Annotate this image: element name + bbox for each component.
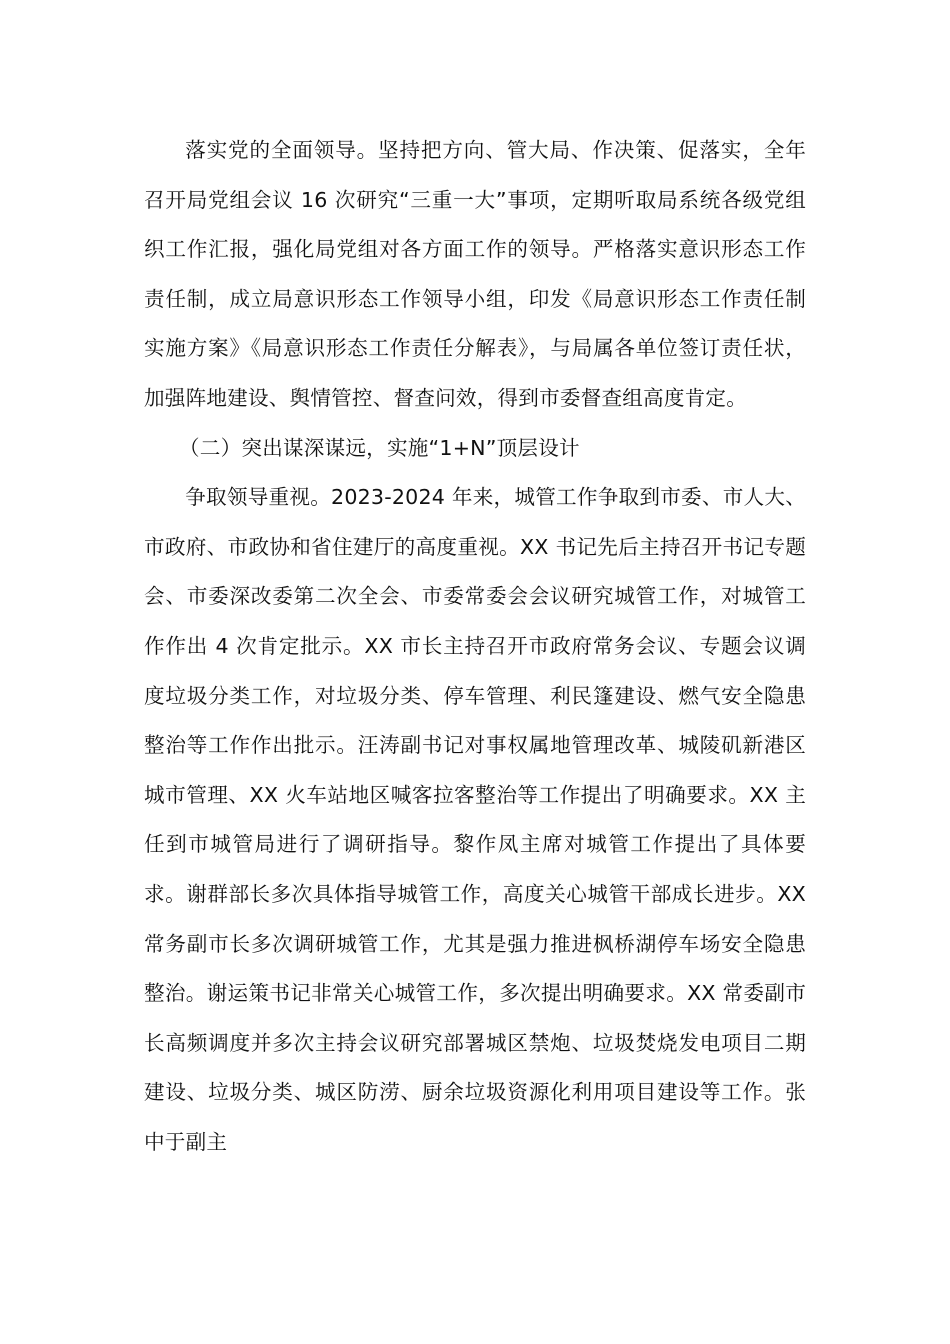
paragraph-party-leadership: 落实党的全面领导。坚持把方向、管大局、作决策、促落实，全年召开局党组会议 16 次研究“三重一大”事项，定期听取局系统各级党组织工作汇报，强化局党组对各方面工作的领导。严格落实意识形态工作责任制，成立局意识形态工作领导小组，印发《局意识形态工作责任制实施方案》《局意识形态工作责任分解表》，与局属各单位签订责任状，加强阵地建设、舆情管控、督查问效，得到市委督查组高度肯定。 bbox=[144, 138, 806, 410]
document-body bbox=[144, 126, 806, 1167]
section-heading-top-level-design: （二）突出谋深谋远，实施“1+N”顶层设计 bbox=[179, 435, 580, 460]
paragraph-leadership-attention: 争取领导重视。2023-2024 年来，城管工作争取到市委、市人大、市政府、市政协和省住建厅的高度重视。XX 书记先后主持召开书记专题会、市委深改委第二次全会、市委常委会会议研究城管工作，对城管工作作出 4 次肯定批示。XX 市长主持召开市政府常务会议、专题会议调度垃圾分类工作，对垃圾分类、停车管理、利民篷建设、燃气安全隐患整治等工作作出批示。汪涛副书记对事权属地管理改革、城陵矶新港区城市管理、XX 火车站地区喊客拉客整治等工作提出了明确要求。XX 主任到市城管局进行了调研指导。黎作凤主席对城管工作提出了具体要求。谢群部长多次具体指导城管工作，高度关心城管干部成长进步。XX 常务副市长多次调研城管工作，尤其是强力推进枫桥湖停车场安全隐患整治。谢运策书记非常关心城管工作，多次提出明确要求。XX 常委副市长高频调度并多次主持会议研究部署城区禁炮、垃圾焚烧发电项目二期建设、垃圾分类、城区防涝、厨余垃圾资源化利用项目建设等工作。张中于副主 bbox=[144, 485, 806, 1154]
